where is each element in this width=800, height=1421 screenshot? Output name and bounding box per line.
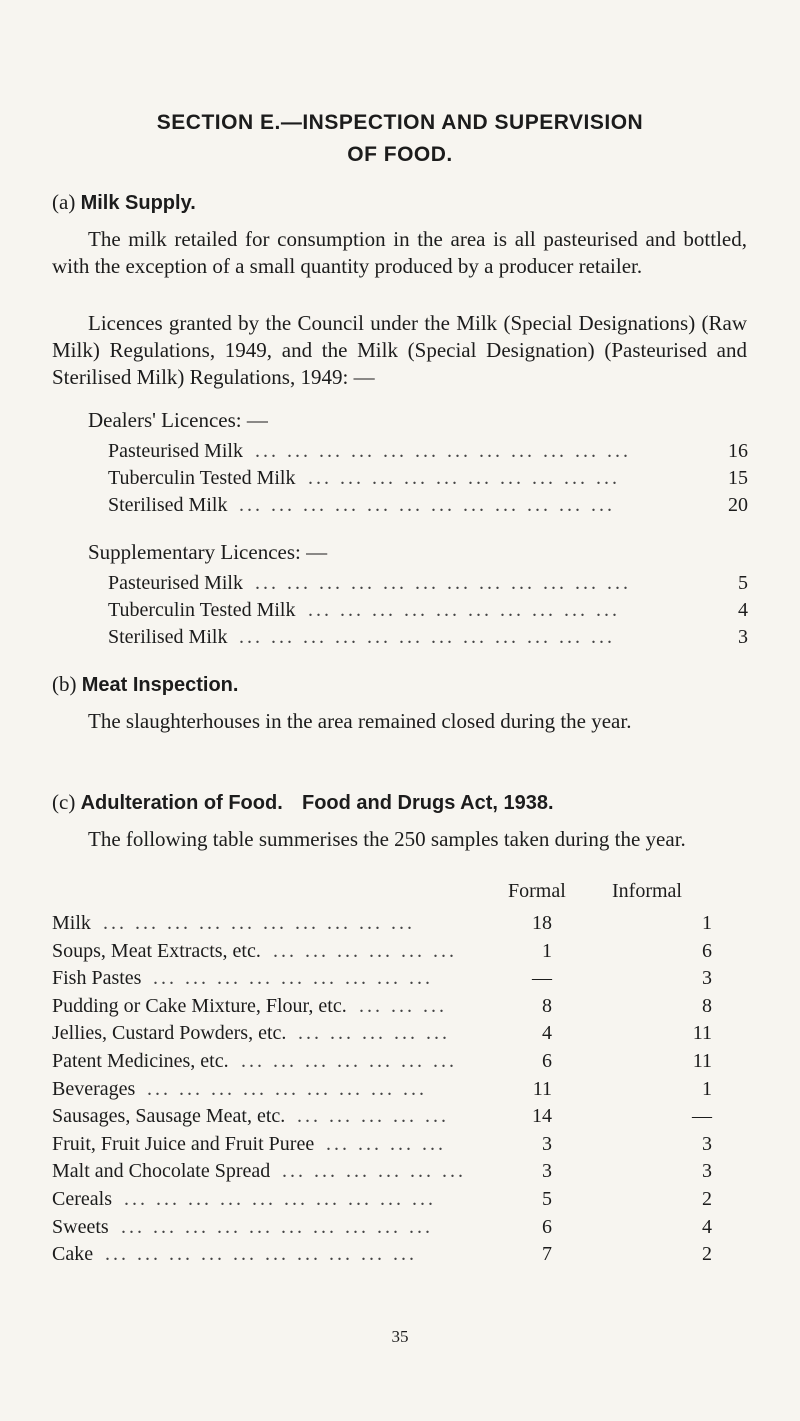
dealers-licences-heading: Dealers' Licences: —	[88, 408, 268, 432]
milk-paragraph-1	[52, 226, 747, 280]
milk-marker: (a)	[52, 190, 76, 214]
sample-row	[52, 912, 752, 940]
formal-count: —	[532, 967, 552, 990]
page-number: 35	[391, 1327, 409, 1346]
row-label: Malt and Chocolate Spread	[52, 1160, 271, 1183]
row-label: Sausages, Sausage Meat, etc.	[52, 1105, 286, 1128]
row-label: Beverages	[52, 1077, 136, 1100]
formal-count: 7	[542, 1243, 552, 1266]
supplementary-licence-row	[108, 572, 748, 600]
sample-row	[52, 995, 752, 1023]
leader-dots: ... ... ... ... ... ... ... ... ...	[147, 1077, 427, 1100]
row-label: Sweets	[52, 1215, 109, 1238]
row-label: Tuberculin Tested Milk	[108, 599, 296, 621]
formal-count: 6	[542, 1215, 552, 1238]
informal-count: 2	[702, 1188, 712, 1210]
leader-dots: ... ... ... ... ... ... ... ... ... ... ... ...	[255, 440, 631, 462]
adulteration-heading-label: Adulteration of Food.	[80, 792, 283, 814]
meat-para-text: The slaughterhouses in the area remained closed during the year.	[88, 709, 632, 733]
leader-dots: ... ... ... ... ... ...	[273, 939, 457, 962]
informal-count: 2	[702, 1243, 712, 1266]
row-label: Cereals	[52, 1188, 112, 1210]
section-title-line-1: SECTION E.—INSPECTION AND SUPERVISION	[156, 111, 644, 134]
meat-heading-label: Meat Inspection.	[81, 674, 239, 696]
formal-count: 8	[542, 994, 552, 1017]
row-label: Patent Medicines, etc.	[52, 1050, 229, 1072]
formal-count: 3	[542, 1160, 552, 1183]
formal-count: 18	[532, 912, 552, 934]
formal-count: 5	[542, 1188, 552, 1210]
meat-marker: (b)	[52, 672, 77, 696]
licence-count: 3	[738, 626, 748, 648]
row-label: Fruit, Fruit Juice and Fruit Puree	[52, 1132, 315, 1155]
informal-count: 11	[692, 1050, 712, 1072]
dealer-licence-row	[108, 440, 748, 468]
leader-dots: ... ... ...	[359, 994, 447, 1017]
licence-count: 5	[738, 572, 748, 594]
leader-dots: ... ... ... ... ... ... ... ... ... ...	[121, 1215, 433, 1238]
sample-row	[52, 1105, 752, 1133]
row-label: Milk	[52, 912, 91, 934]
adulteration-paragraph	[52, 826, 747, 853]
leader-dots: ... ... ... ... ...	[297, 1105, 449, 1128]
licence-count: 15	[728, 467, 748, 489]
informal-count: 3	[702, 1160, 712, 1183]
supplementary-licence-row	[108, 599, 748, 627]
sample-row	[52, 1133, 752, 1161]
leader-dots: ... ... ... ... ... ... ...	[241, 1050, 457, 1072]
row-label: Sterilised Milk	[108, 494, 228, 516]
meat-inspection-heading	[52, 672, 238, 697]
leader-dots: ... ... ... ... ... ... ... ... ... ...	[103, 912, 415, 934]
formal-count: 6	[542, 1050, 552, 1072]
licence-count: 4	[738, 599, 748, 621]
formal-count: 14	[532, 1105, 552, 1128]
column-header-formal: Formal	[508, 880, 566, 902]
milk-paragraph-2	[52, 310, 747, 391]
adulteration-marker: (c)	[52, 790, 76, 814]
formal-count: 4	[542, 1022, 552, 1045]
informal-count: 1	[702, 912, 712, 934]
milk-para2-text: Licences granted by the Council under the Milk (Special Designations) (Raw Milk) Regulations, 1949, and the Milk (Special Designation) (Pasteurised and Sterilised Milk) Regulations, 1949: —	[52, 311, 747, 389]
leader-dots: ... ... ... ... ... ... ... ... ... ... ... ...	[255, 572, 631, 594]
licence-count: 16	[728, 440, 748, 462]
row-label: Cake	[52, 1243, 94, 1266]
leader-dots: ... ... ... ... ...	[298, 1022, 450, 1045]
row-label: Pudding or Cake Mixture, Flour, etc.	[52, 994, 347, 1017]
sample-row	[52, 1243, 752, 1271]
formal-count: 3	[542, 1132, 552, 1155]
row-label: Soups, Meat Extracts, etc.	[52, 939, 261, 962]
section-title-line-2: OF FOOD.	[347, 143, 453, 166]
sample-row	[52, 1160, 752, 1188]
leader-dots: ... ... ... ... ... ...	[282, 1160, 466, 1183]
row-label: Pasteurised Milk	[108, 440, 243, 462]
informal-count: 8	[702, 994, 712, 1017]
sample-row	[52, 1078, 752, 1106]
row-label: Jellies, Custard Powders, etc.	[52, 1022, 287, 1045]
sample-row	[52, 967, 752, 995]
row-label: Fish Pastes	[52, 967, 142, 990]
row-label: Pasteurised Milk	[108, 572, 243, 594]
row-label: Tuberculin Tested Milk	[108, 467, 296, 489]
informal-count: 11	[692, 1022, 712, 1045]
sample-row	[52, 1022, 752, 1050]
sample-row	[52, 940, 752, 968]
informal-count: 1	[702, 1077, 712, 1100]
informal-count: 3	[702, 1132, 712, 1155]
leader-dots: ... ... ... ... ... ... ... ... ... ...	[105, 1243, 417, 1266]
milk-supply-heading	[52, 190, 196, 215]
informal-count: 6	[702, 939, 712, 962]
leader-dots: ... ... ... ... ... ... ... ... ... ... ... ...	[239, 494, 615, 516]
leader-dots: ... ... ... ...	[326, 1132, 446, 1155]
dealer-licence-row	[108, 467, 748, 495]
leader-dots: ... ... ... ... ... ... ... ... ...	[153, 967, 433, 990]
licence-count: 20	[728, 494, 748, 516]
row-label: Sterilised Milk	[108, 626, 228, 648]
sample-row	[52, 1216, 752, 1244]
formal-count: 11	[532, 1077, 552, 1100]
dealer-licence-row	[108, 494, 748, 522]
sample-row	[52, 1188, 752, 1216]
sample-row	[52, 1050, 752, 1078]
formal-count: 1	[542, 939, 552, 962]
informal-count: —	[692, 1105, 712, 1128]
adulteration-act-label: Food and Drugs Act, 1938.	[302, 792, 554, 814]
supplementary-licence-row	[108, 626, 748, 654]
meat-paragraph	[52, 708, 747, 735]
milk-para1-text: The milk retailed for consumption in the area is all pasteurised and bottled, with the exception of a small quantity produced by a producer retailer.	[52, 227, 747, 278]
milk-heading-label: Milk Supply.	[80, 192, 196, 214]
informal-count: 4	[702, 1215, 712, 1238]
adulteration-heading	[52, 790, 752, 815]
leader-dots: ... ... ... ... ... ... ... ... ... ...	[308, 467, 620, 489]
supplementary-licences-heading: Supplementary Licences: —	[88, 540, 328, 564]
column-header-informal: Informal	[612, 880, 682, 902]
adulteration-para-text: The following table summerises the 250 samples taken during the year.	[88, 827, 686, 851]
leader-dots: ... ... ... ... ... ... ... ... ... ...	[308, 599, 620, 621]
informal-count: 3	[702, 967, 712, 990]
leader-dots: ... ... ... ... ... ... ... ... ... ...	[124, 1188, 436, 1210]
leader-dots: ... ... ... ... ... ... ... ... ... ... ... ...	[239, 626, 615, 648]
